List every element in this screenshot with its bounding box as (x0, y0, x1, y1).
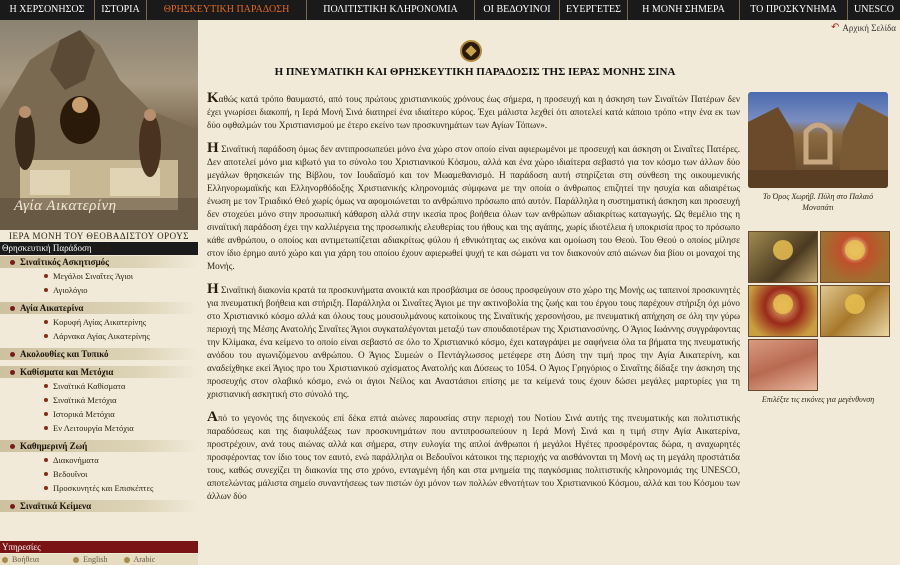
gallery-icon-thumbnail[interactable] (748, 339, 818, 391)
language-bar (0, 554, 198, 565)
menu-item-label: Σιναϊτικά Μετόχια (53, 395, 117, 405)
menu-item[interactable] (0, 380, 198, 392)
menu-item[interactable] (0, 394, 198, 406)
bullet-icon (44, 458, 48, 462)
bullet-icon (10, 306, 15, 311)
article-paragraph (207, 142, 740, 273)
menu-item-label: Προσκυνητές και Επισκέπτες (53, 483, 154, 493)
nav-tab-religious-tradition[interactable]: ΘΡΗΣΚΕΥΤΙΚΗ ΠΑΡΑΔΟΣΗ (147, 0, 307, 20)
horeb-photo-illustration (748, 92, 888, 188)
bullet-icon (44, 384, 48, 388)
article-paragraph (207, 411, 740, 503)
gallery-icon-thumbnail[interactable] (748, 285, 818, 337)
menu-item[interactable] (0, 330, 198, 342)
halo-icon (845, 240, 865, 260)
menu-item[interactable] (0, 270, 198, 282)
menu-group-texts (0, 500, 198, 512)
menu-item-label: Σιναϊτικά Καθίσματα (53, 381, 126, 391)
gallery-icon-thumbnail[interactable] (748, 231, 818, 283)
menu-item[interactable] (0, 422, 198, 434)
help-link[interactable]: Βοήθεια (12, 555, 40, 564)
bullet-icon (44, 320, 48, 324)
menu-item-label: Εν Λειτουργία Μετόχια (53, 423, 134, 433)
paragraph-text: Σιναϊτική διακονία κρατά τα προσκυνήματα ανοικτά και προσβάσιμα σε όσους προσφεύγουν στο χώρο της Μονής ως ταπεινοί προσκυνητές για πνευματική βοήθεια και στήριξη. Παράλληλα οι Σιναΐτες Άγιοι με την ακτινοβολία της ζωής και του έργου τους παρέχουν στήριξη όχι μόνο στο Χριστιανικό κόσμο αλλά και όλους τους μουσουλμάνους κατοίκους της Σιναϊτικής χερσονήσου, με πνευματική απήχηση σε όλη την γύρω περιοχή της Μέσης Ανατολής Σιναΐτες Άγιοι συγκαταλέγονται μεταξύ των σπουδαιοτέρων της Χριστιανοσύνης. Ο Άγιος Ιωάννης συγγράφοντας την Κλίμακα, ένα κείμενο το οποίο είναι σεβαστό σε όλο το Χριστιανικό κόσμο, έχει καταγράψει με σαφήνεια όλα τα βήματα της πνευματικής ανόδου του αγωνιζόμενου ανθρώπου. Ο Άγιος Συμεών ο Πεντάγλωσσος μετέφερε στη Δύση την τιμή προς την Αγία Αικατερίνη, και αναδείχθηκε εκεί Άγιος προ του Χριστιανικού σχίσματος Ανατολής και Δύσεως το 1054. Ο Άγιος Γρηγόριος ο Σιναΐτης δίδαξε την άσκηση της προσευχής στον σλαβικό κόσμο, ενώ οι άγιοι Νείλος και Αναστάσιοι επίσης με τα κείμενά τους έχουν δώσει μεγάλες μαρτυρίες για τη χριστιανική ασκητική στο σύνολό της. (207, 285, 740, 399)
menu-group-label: Σιναϊτικά Κείμενα (20, 501, 92, 511)
nav-tab-history[interactable]: ΙΣΤΟΡΙΑ (95, 0, 147, 20)
bullet-icon (10, 260, 15, 265)
services-heading[interactable]: Υπηρεσίες (0, 541, 198, 553)
gallery-icon-thumbnail[interactable] (820, 285, 890, 337)
nav-tab-unesco[interactable]: UNESCO (853, 4, 894, 15)
menu-group-heading[interactable] (0, 366, 198, 378)
menu-group-label: Αγία Αικατερίνα (20, 303, 84, 313)
drop-cap: Κ (207, 92, 219, 106)
arabic-link[interactable]: Arabic (133, 555, 156, 564)
nav-tab-pilgrimage[interactable]: ΤΟ ΠΡΟΣΚΥΝΗΜΑ (740, 0, 848, 20)
bullet-icon (44, 426, 48, 430)
bullet-icon (44, 274, 48, 278)
sidebar-menu (0, 255, 198, 512)
menu-group-heading[interactable] (0, 348, 198, 360)
hero-caption: Αγία Αικατερίνη (14, 198, 117, 214)
drop-cap: Α (207, 409, 218, 425)
menu-item[interactable] (0, 316, 198, 328)
halo-icon (773, 294, 793, 314)
back-arrow-icon: ↶ (830, 22, 840, 33)
bullet-icon (10, 444, 15, 449)
menu-group-daily-life (0, 440, 198, 494)
menu-group-label: Σιναϊτικός Ασκητισμός (20, 257, 109, 267)
halo-icon (845, 294, 865, 314)
menu-item-label: Διακονήματα (53, 455, 99, 465)
menu-item[interactable] (0, 408, 198, 420)
menu-group-label: Καθίσματα και Μετόχια (20, 367, 114, 377)
menu-item-label: Λάρνακα Αγίας Αικατερίνης (53, 331, 150, 341)
menu-group-metochia (0, 366, 198, 434)
arabic-flag-icon (124, 557, 130, 563)
nav-tab-benefactors[interactable]: ΕΥΕΡΓΕΤΕΣ (560, 0, 628, 20)
drop-cap: Η (207, 140, 219, 156)
bullet-icon (44, 398, 48, 402)
left-sidebar (0, 20, 198, 565)
article-paragraph (207, 283, 740, 401)
section-heading[interactable]: Θρησκευτική Παράδοση (0, 242, 198, 255)
paragraph-text: πό το γεγονός της διηνεκούς επί δέκα επτά αιώνες παρουσίας στην περιοχή του Νοτίου Σινά αυτής της πνευματικής και πολιτιστικής παραδόσεως και της διαφυλάξεως των προσκυνημάτων που αντιπροσωπεύουν η Ιερά Μονή Σινά και η τιμή στην Αγία Αικατερίνα, προστρέχουν, ανά τους αιώνας αλλά και σήμερα, στην ευλογία της απλοί άνθρωποι ή μεγάλοι Ηγέτες προσφέροντας δώρα, η αναχωρητές προσφέροντας τον ίδιο τους τον εαυτό, ενώ παράλληλα οι Βεδουΐνοι κάτοικοι της περιοχής να αισθάνονται τη Μονή ως τη μεγάλη προστάτιδα τους, καθώς συνεχίζει τη διακονία της στο χρόνο, ενταγμένη ήδη και στα μνημεία της παγκόσμιας πολιτιστικής κληρονομιάς της UNESCO, αποτελώντας μάλιστα σημείο συναντήσεως των πιστών όχι μόνον των πολλών εθνοτήτων του Χριστιανικού Κόσμου, αλλά και του Κόσμου των άλλων δύο (207, 413, 740, 501)
page-title: Η ΠΝΕΥΜΑΤΙΚΗ ΚΑΙ ΘΡΗΣΚΕΥΤΙΚΗ ΠΑΡΑΔΟΣΙΣ ΤΗΣ ΙΕΡΑΣ ΜΟΝΗΣ ΣΙΝΑ (274, 66, 676, 78)
english-link[interactable]: English (83, 555, 108, 564)
top-navigation (0, 0, 900, 20)
menu-item-label: Βεδουΐνοι (53, 469, 88, 479)
english-flag-icon (73, 557, 79, 563)
menu-item-label: Μεγάλοι Σιναΐτες Άγιοι (53, 271, 134, 281)
menu-group-heading[interactable] (0, 302, 198, 314)
bullet-icon (44, 472, 48, 476)
icon-gallery (748, 231, 890, 391)
horeb-caption: Το Όρος Χωρήβ. Πύλη στο Παλαιό Μονοπάτι (762, 192, 874, 212)
gallery-empty-cell (820, 339, 890, 391)
bullet-icon (10, 370, 15, 375)
menu-item-label: Αγιολόγιο (53, 285, 88, 295)
menu-group-asceticism (0, 256, 198, 296)
main-article (207, 92, 740, 565)
hero-image (0, 20, 198, 230)
menu-item-label: Κορυφή Αγίας Αικατερίνης (53, 317, 147, 327)
menu-group-services (0, 348, 198, 360)
gallery-icon-thumbnail[interactable] (820, 231, 890, 283)
menu-item[interactable] (0, 284, 198, 296)
bullet-icon (44, 288, 48, 292)
bullet-icon (10, 352, 15, 357)
menu-group-heading[interactable] (0, 256, 198, 268)
bullet-icon (44, 412, 48, 416)
menu-item[interactable] (0, 454, 198, 466)
nav-tab-cultural-heritage[interactable]: ΠΟΛΙΤΙΣΤΙΚΗ ΚΛΗΡΟΝΟΜΙΑ (307, 0, 475, 20)
bullet-icon (44, 486, 48, 490)
bullet-icon (44, 334, 48, 338)
nav-tab-chersonisos[interactable]: Η ΧΕΡΣΟΝΗΣΟΣ (0, 0, 95, 20)
help-icon (2, 557, 8, 563)
gallery-caption: Επιλέξτε τις εικόνες για μεγένθυνση (761, 395, 875, 404)
home-link[interactable] (831, 22, 896, 33)
menu-group-saint-catherine (0, 302, 198, 342)
nav-tab-bedouins[interactable]: ΟΙ ΒΕΔΟΥΙΝΟΙ (475, 0, 560, 20)
drop-cap: Η (207, 281, 219, 297)
menu-group-heading[interactable] (0, 440, 198, 452)
halo-icon (773, 240, 793, 260)
horeb-photo[interactable] (748, 92, 888, 188)
article-paragraph (207, 92, 740, 132)
menu-item-label: Ιστορικά Μετόχια (53, 409, 115, 419)
bullet-icon (10, 504, 15, 509)
monastery-subtitle: ΙΕΡΑ ΜΟΝΗ ΤΟΥ ΘΕΟΒΑΔΙΣΤΟΥ ΟΡΟΥΣ ΣΙΝΑ (0, 230, 198, 242)
paragraph-text: αθώς κατά τρόπο θαυμαστό, από τους πρώτους χριστιανικούς χρόνους έως σήμερα, η προσευχή και η άσκηση των Σιναϊτών Πατέρων δεν έχει γνωρίσει διακοπή, η Ιερά Μονή Σινά διατηρεί ένα ιδιαίτερο κύρος. Έχει μάλιστα λεχθεί ότι αποτελεί κατά κάποιο τρόπο «την ένα εκ των δύο οφθαλμών του Χριστιανισμού με έτερο εκείνο των προσκυνημάτων των Αγίων Τόπων». (207, 94, 740, 130)
nav-tab-monastery-today[interactable]: Η ΜΟΝΗ ΣΗΜΕΡΑ (628, 0, 740, 20)
menu-group-heading[interactable] (0, 500, 198, 512)
menu-item[interactable] (0, 482, 198, 494)
home-link-label: Αρχική Σελίδα (842, 22, 896, 33)
menu-item[interactable] (0, 468, 198, 480)
right-column (748, 92, 888, 404)
double-eagle-emblem-icon (460, 40, 482, 62)
menu-group-label: Ακολουθίες και Τυπικό (20, 349, 109, 359)
paragraph-text: Σιναϊτική παράδοση όμως δεν αντιπροσωπεύει μόνο ένα χώρο στον οποίο είναι αφιερωμένοι με προσευχή και άσκηση οι Σιναΐτες Πατέρες. Δεν αποτελεί μόνο μια κιβωτό για το σύνολο του Χριστιανικού Κόσμου, αλλά και ένα χώρο ιδιαίτερα σεβαστό για τον κόσμο των άλλων δύο μεγάλων θρησκειών της Βίβλου, τον Ιουδαϊσμό και τον Μωαμεθανισμό. Η παράδοση αυτή στηρίζεται στη σύνθεση της οικουμενικής Ελληνορωμαϊκής και Ελληνορθόδοξης Χριστιανικής κληρονομιάς σύμφωνα με την οποία ο άνθρωπος επιζητεί την ησυχία και αδιαιρέτως ένωση με τον Τριαδικό Θεό χωρίς όμως να αφομοιώνεται το ανθρώπινο πρόσωπο από αυτόν. Παράλληλα η συστηματική άσκηση και προσευχή δεν στοχεύει μόνο στην προσωπική κάθαρση αλλά στην ικεσία προς βοήθεια όλων των ανθρώπων αδιακρίτως καταγωγής. Ως θεμέλιο της η σιναϊτική παράδοση έχει την καλλιέργεια της προσωπικής ελευθερίας του ήθους και της αγάπης, χωρίς ιδιοτέλεια ή υποκρισία προς το πρόσωπο κάθε ανθρώπου, ο οποίος και αντιμετωπίζεται αδιακρίτως φύλου ή εθνικότητας ως εικόνα και ομοίωση του Θεού. Του Θεού ο οποίος μίλησε στον ίδιο έρημο αυτό χώρο και για χάρη του οποίου έχουν αφιερωθεί ψυχή τε και σώματι να τον διακονούν από αιώνων δια βίου οι μοναχοί της Μονής. (207, 144, 740, 271)
menu-group-label: Καθημερινή Ζωή (20, 441, 88, 451)
